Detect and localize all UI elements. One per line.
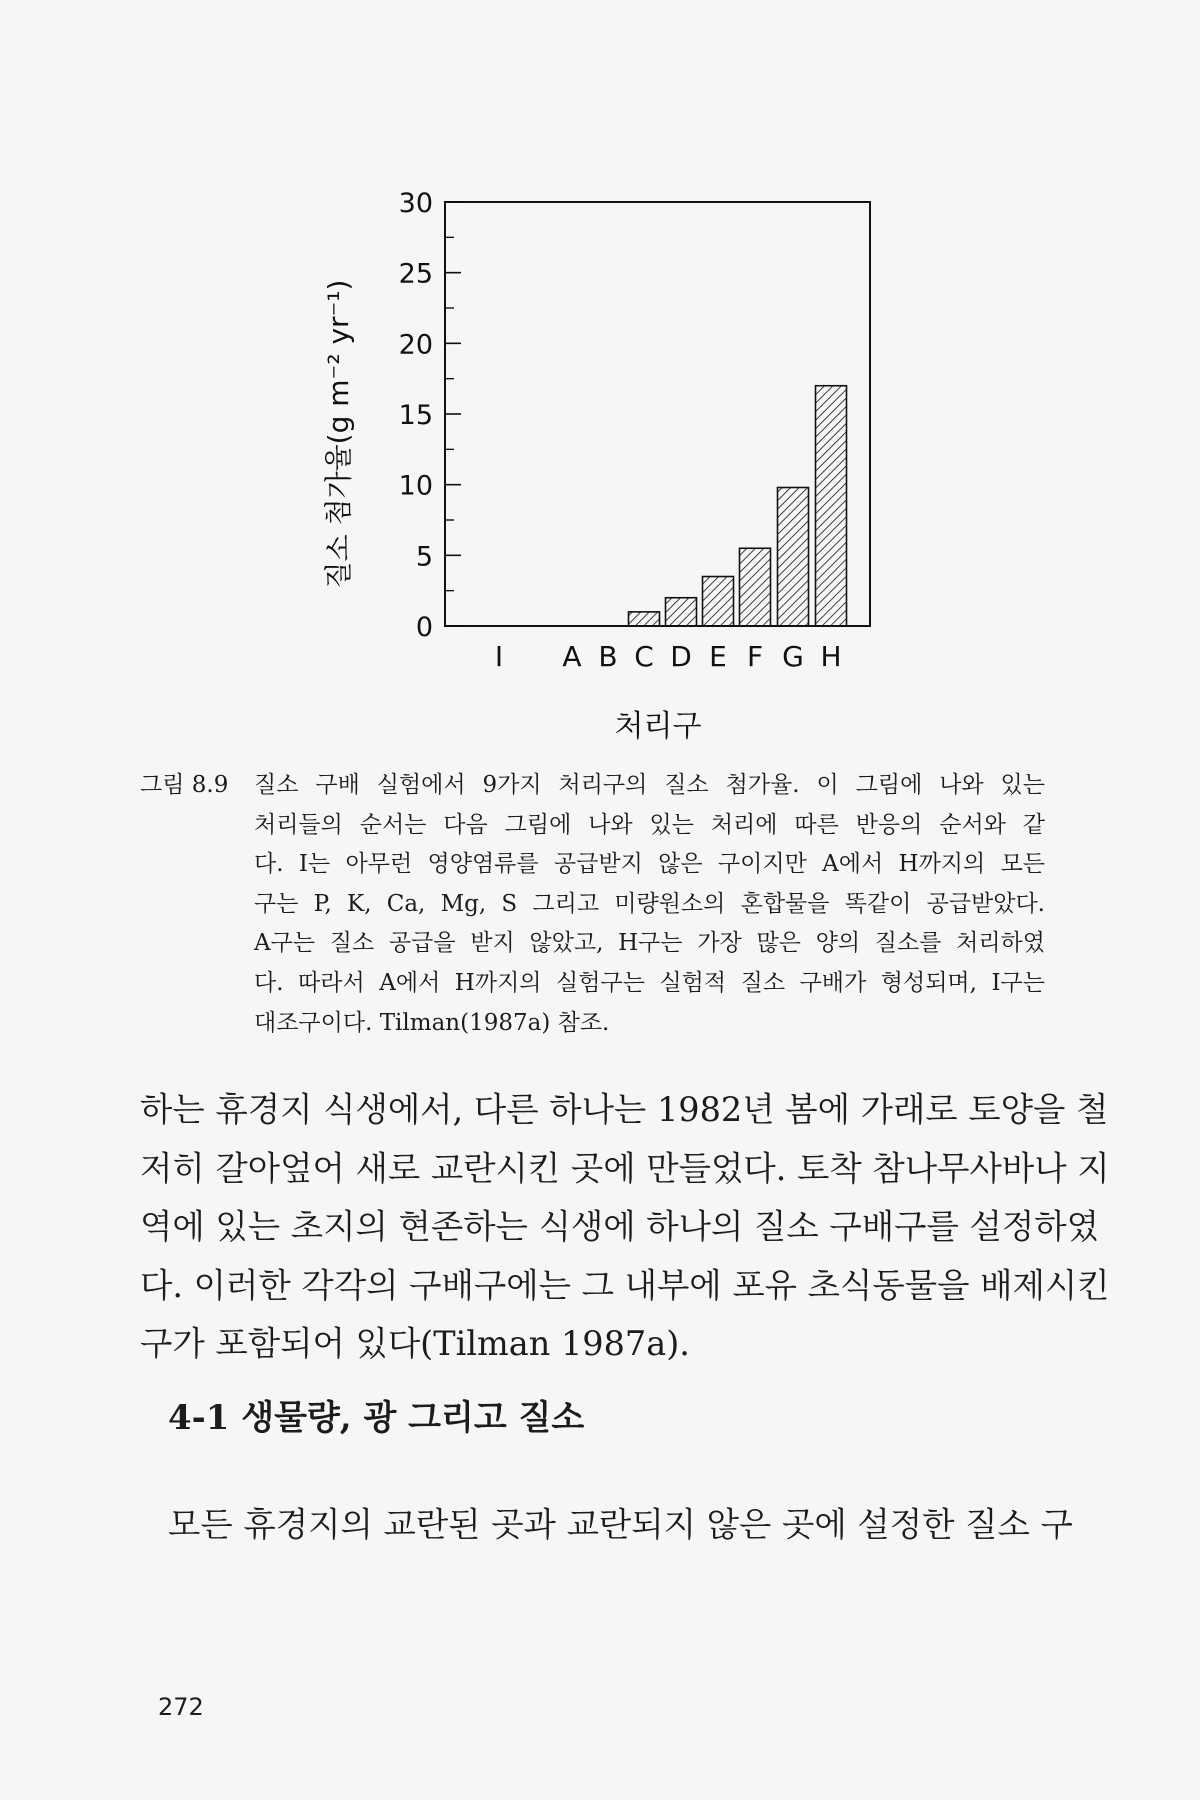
x-tick-label: I	[494, 640, 504, 673]
bar-G	[778, 487, 809, 626]
x-axis-title: 처리구	[614, 709, 702, 740]
x-tick-label: B	[598, 640, 618, 673]
body-line: 모든 휴경지의 교란된 곳과 교란되지 않은 곳에 설정한 질소 구	[168, 1505, 1073, 1544]
y-tick-label: 20	[398, 329, 433, 361]
body-line: 다. 이러한 각각의 구배구에는 그 내부에 포유 초식동물을 배제시킨	[140, 1265, 1110, 1305]
bar-D	[666, 598, 697, 626]
figure-caption	[140, 766, 1045, 1043]
bar-F	[740, 548, 771, 626]
body-line: 하는 휴경지 식생에서, 다른 하나는 1982년 봄에 가래로 토양을 철	[140, 1090, 1109, 1129]
y-tick-label: 25	[398, 258, 433, 290]
y-tick-label: 0	[415, 612, 433, 643]
body-line: 저히 갈아엎어 새로 교란시킨 곳에 만들었다. 토착 참나무사바나 지	[140, 1148, 1110, 1188]
bar-E	[703, 577, 734, 626]
caption-line: 구는 P, K, Ca, Mg, S 그리고 미량원소의 혼합물을 똑같이 공급받았다.	[254, 890, 1045, 917]
bar-H	[816, 386, 847, 626]
x-tick-label: G	[782, 640, 804, 673]
x-tick-label: D	[670, 640, 692, 673]
body-line: 구가 포함되어 있다(Tilman 1987a).	[140, 1324, 690, 1363]
y-axis-title: 질소 첨가율(g m⁻² yr⁻¹)	[322, 279, 355, 589]
caption-line: 다. I는 아무런 영양염류를 공급받지 않은 구이지만 A에서 H까지의 모든	[254, 851, 1045, 878]
caption-line: 질소 구배 실험에서 9가지 처리구의 질소 첨가율. 이 그림에 나와 있는	[254, 772, 1045, 798]
y-tick-label: 5	[415, 541, 433, 573]
section-heading: 4-1 생물량, 광 그리고 질소	[168, 1398, 585, 1438]
figure-8-9	[300, 180, 940, 740]
body-paragraph-2	[168, 1496, 1073, 1554]
y-tick-label: 30	[398, 188, 433, 219]
page-number: 272	[158, 1693, 204, 1721]
caption-line: 처리들의 순서는 다음 그림에 나와 있는 처리에 따른 반응의 순서와 같	[254, 811, 1045, 838]
y-tick-label: 15	[398, 400, 433, 431]
caption-label: 그림 8.9	[140, 772, 229, 798]
x-tick-label: C	[634, 640, 654, 673]
caption-line: 대조구이다. Tilman(1987a) 참조.	[254, 1009, 610, 1036]
nitrogen-addition-bar-chart	[300, 180, 940, 740]
x-tick-label: E	[709, 640, 727, 673]
body-line: 역에 있는 초지의 현존하는 식생에 하나의 질소 구배구를 설정하였	[140, 1207, 1099, 1246]
caption-line: A구는 질소 공급을 받지 않았고, H구는 가장 많은 양의 질소를 처리하였	[254, 930, 1045, 957]
caption-line: 다. 따라서 A에서 H까지의 실험구는 실험적 질소 구배가 형성되며, I구는	[254, 969, 1045, 996]
body-paragraph-1	[140, 1081, 1110, 1374]
x-tick-label: A	[562, 640, 582, 673]
x-tick-label: F	[746, 640, 764, 673]
x-tick-label: H	[820, 640, 842, 673]
y-tick-label: 10	[398, 470, 433, 502]
bar-C	[629, 612, 660, 626]
